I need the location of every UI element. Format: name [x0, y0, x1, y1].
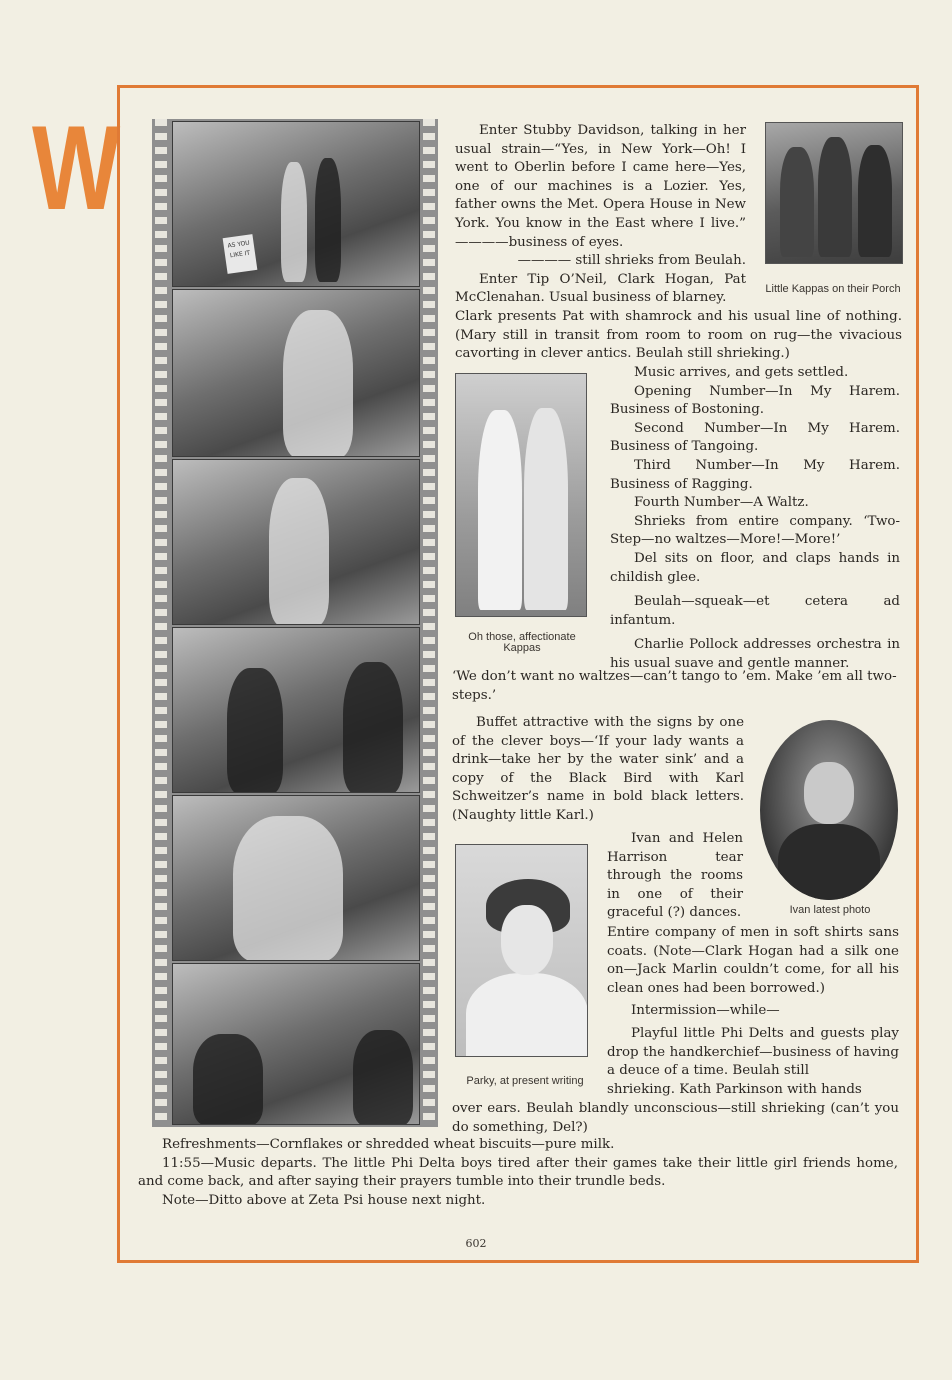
text-column-numbers: [610, 364, 900, 674]
text-bottom: [138, 1136, 898, 1210]
photo-face: [501, 905, 553, 975]
film-photo-seated: [172, 963, 420, 1125]
photo-dress: [466, 973, 588, 1057]
text-ivan-dance: [607, 830, 743, 923]
photo-figure: [269, 478, 329, 625]
photo-figure: [818, 137, 852, 257]
paragraph: Intermission—while—: [631, 1003, 780, 1019]
sign-as-you-like-it: AS YOU LIKE IT: [223, 234, 258, 274]
photo-figure: [233, 816, 343, 961]
paragraph: ‘We don’t want no waltzes—can’t tango to ’em. Make ’em all two-steps.’: [452, 669, 897, 703]
photo-figure: [478, 410, 522, 610]
photo-figure: [343, 662, 403, 793]
photo-figure: [315, 158, 341, 282]
photo-face: [804, 762, 854, 824]
paragraph: Del sits on floor, and claps hands in childish glee.: [610, 550, 900, 585]
photo-figure: [281, 162, 307, 282]
paragraph: Charlie Pollock addresses orchestra in his usual suave and gentle manner.: [610, 637, 900, 671]
paragraph: Ivan and Helen Harrison tear through the rooms in one of their graceful (?) dances.: [607, 831, 743, 921]
caption-kappas: Oh those, affectionate Kappas: [468, 631, 576, 654]
photo-figure: [780, 147, 814, 257]
text-wide-3: [452, 1100, 899, 1137]
photo-figure: [193, 1034, 263, 1125]
film-photo-woman: [172, 459, 420, 625]
photo-figure: [353, 1030, 413, 1125]
film-photo-man-with-pole: [172, 289, 420, 457]
paragraph: Playful little Phi Delts and guests play drop the handkerchief—business of having a deuce of a time. Beulah still: [607, 1025, 899, 1079]
paragraph: Buffet attractive with the signs by one of the clever boys—‘If your lady wants a drink—take her by the water sink’ and a copy of the Black Bird with Karl Schweitzer’s name in bold black letters. (Naughty little Karl.): [452, 715, 744, 823]
page-number: 602: [465, 1237, 487, 1250]
paragraph: Enter Tip O’Neil, Clark Hogan, Pat McClenahan. Usual business of blarney.: [455, 271, 746, 306]
film-strip: [152, 119, 438, 1127]
text-column-top: [455, 122, 746, 308]
initial-letter: W: [32, 101, 121, 235]
photo-figure: [283, 310, 353, 457]
film-photo-theater: [172, 121, 420, 287]
caption-ivan: Ivan latest photo: [789, 904, 871, 916]
paragraph: ———— still shrieks from Beulah.: [517, 253, 746, 269]
photo-figure: [524, 408, 568, 610]
paragraph: Entire company of men in soft shirts sans coats. (Note—Clark Hogan had a silk one on—Jack Marlin couldn’t come, for all his clean ones had been borrowed.): [607, 925, 899, 996]
film-photo-smiling-man: [172, 795, 420, 961]
film-perforations-left: [155, 119, 167, 1127]
paragraph: Music arrives, and gets settled.: [634, 365, 849, 380]
caption-parky: Parky, at present writing: [466, 1075, 584, 1087]
text-buffet: [452, 714, 744, 826]
photo-figure: [858, 145, 892, 257]
paragraph: over ears. Beulah blandly unconscious—still shrieking (can’t you do something, Del?): [452, 1101, 899, 1135]
photo-ivan-oval: [760, 720, 898, 900]
paragraph: Beulah—squeak—et cetera ad infantum.: [610, 594, 900, 628]
caption-porch: Little Kappas on their Porch: [765, 283, 901, 295]
paragraph: Third Number—In My Harem. Business of Ragging.: [610, 457, 900, 492]
paragraph: Shrieks from entire company. ‘Two-Step—no waltzes—More!—More!’: [610, 513, 900, 548]
photo-figure: [778, 824, 880, 900]
paragraph: Opening Number—In My Harem. Business of Bostoning.: [610, 383, 900, 418]
paragraph: Fourth Number—A Waltz.: [634, 495, 809, 511]
photo-figure: [227, 668, 283, 793]
paragraph: shrieking. Kath Parkinson with hands: [607, 1081, 862, 1097]
photo-affectionate-kappas: [455, 373, 587, 617]
photo-kappas-porch: [765, 122, 903, 264]
paragraph: Enter Stubby Davidson, talking in her usual strain—“Yes, in New York—Oh! I went to Oberlin before I came here—Yes, one of our machines is a Lozier. Yes, father owns the Met. Opera House in New York. You know in the East where I live.” ————business of eyes.: [455, 123, 746, 250]
film-perforations-right: [423, 119, 435, 1127]
paragraph: Refreshments—Cornflakes or shredded wheat biscuits—pure milk.: [162, 1137, 615, 1152]
paragraph: Note—Ditto above at Zeta Psi house next night.: [162, 1192, 486, 1208]
text-company: [607, 924, 899, 1099]
text-wide-2: [452, 668, 902, 705]
photo-parky-portrait: [455, 844, 588, 1057]
paragraph: 11:55—Music departs. The little Phi Delta boys tired after their games take their little girl friends home, and come back, and after saying their prayers tumble into their trundle beds.: [138, 1155, 898, 1190]
text-wide-1: [455, 308, 902, 364]
paragraph: Clark presents Pat with shamrock and his usual line of nothing. (Mary still in transit from room to room on rug—the vivacious cavorting in clever antics. Beulah still shrieking.): [455, 309, 902, 362]
paragraph: Second Number—In My Harem. Business of Tangoing.: [610, 420, 900, 455]
film-photo-men: [172, 627, 420, 793]
